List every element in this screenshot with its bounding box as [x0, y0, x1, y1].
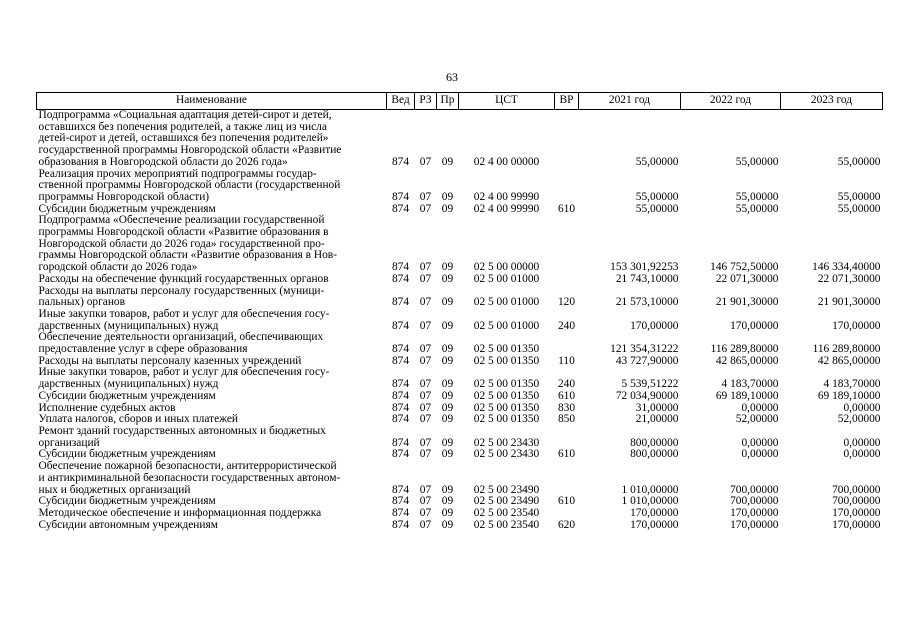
cell-vr: 610: [557, 495, 576, 508]
name-line: Иные закупки товаров, работ и услуг для обеспечения госу-: [38, 366, 330, 379]
header-pr: Пр: [437, 93, 459, 110]
cell-pr: 09: [441, 190, 454, 203]
page-number: 63: [446, 70, 458, 84]
cell-pr: 09: [441, 436, 454, 449]
cell-pr: 09: [441, 378, 454, 391]
name-line: Иные закупки товаров, работ и услуг для обеспечения госу-: [38, 307, 330, 320]
header-name: Наименование: [37, 93, 387, 110]
cell-2023: 21 901,30000: [817, 296, 881, 309]
cell-2021: 55,00000: [635, 155, 679, 168]
cell-ved: 874: [391, 518, 410, 531]
cell-name: [37, 169, 387, 204]
cell-cst: 02 5 00 01000: [473, 319, 540, 332]
header-2023: 2023 год: [781, 93, 883, 110]
cell-ved: 874: [391, 506, 410, 519]
cell-cst: 02 5 00 23490: [473, 483, 540, 496]
name-line: и антикриминальной безопасности государственных автоном-: [38, 471, 341, 484]
table-row: [37, 309, 883, 332]
cell-cst: 02 5 00 00000: [473, 261, 540, 274]
cell-rz: 07: [419, 354, 432, 367]
cell-pr: 09: [441, 202, 454, 215]
cell-2021: 72 034,90000: [615, 389, 679, 402]
cell-vr: 830: [557, 401, 576, 414]
name-line: Обеспечение деятельности организаций, обеспечивающих: [38, 331, 324, 344]
name-line: Субсидии бюджетным учреждениям: [38, 495, 216, 508]
cell-2022: 21 901,30000: [715, 296, 779, 309]
cell-ved: 874: [391, 436, 410, 449]
table-row: [37, 461, 883, 496]
cell-cst: 02 5 00 01350: [473, 354, 540, 367]
cell-rz: 07: [419, 518, 432, 531]
header-2022: 2022 год: [681, 93, 781, 110]
name-line: детей-сирот и детей, оставшихся без попечения родителей»: [38, 132, 329, 145]
cell-cst: 02 5 00 01000: [473, 272, 540, 285]
cell-2022: 52,00000: [735, 413, 779, 426]
name-line: Обеспечение пожарной безопасности, антитеррористической: [38, 460, 337, 473]
cell-vr: 850: [557, 413, 576, 426]
cell-2021: 1 010,00000: [621, 483, 679, 496]
table-body: [37, 110, 883, 532]
cell-2023: 170,00000: [832, 518, 881, 531]
cell-name: [37, 286, 387, 309]
cell-2021: 153 301,92253: [610, 261, 679, 274]
cell-2021: 43 727,90000: [615, 354, 679, 367]
cell-2021: 170,00000: [630, 319, 679, 332]
name-line: Субсидии бюджетным учреждениям: [38, 448, 216, 461]
cell-2022: 42 865,00000: [715, 354, 779, 367]
cell-ved: 874: [391, 495, 410, 508]
cell-rz: 07: [419, 506, 432, 519]
cell-vr: 610: [557, 202, 576, 215]
cell-pr: 09: [441, 319, 454, 332]
cell-2022: 116 289,80000: [710, 343, 779, 356]
cell-2021: 800,00000: [630, 448, 679, 461]
cell-2022: 146 752,50000: [710, 261, 779, 274]
cell-2023: 55,00000: [837, 155, 881, 168]
cell-name: [37, 391, 387, 403]
cell-2022: 55,00000: [735, 202, 779, 215]
name-line: ственной программы Новгородской области (государственной: [38, 179, 341, 192]
cell-vr: [555, 110, 579, 169]
cell-2023: 52,00000: [837, 413, 881, 426]
cell-2021: 800,00000: [630, 436, 679, 449]
cell-cst: 02 4 00 00000: [473, 155, 540, 168]
header-rz: РЗ: [415, 93, 437, 110]
name-line: городской области до 2026 года»: [38, 261, 198, 274]
cell-rz: 07: [419, 436, 432, 449]
cell-cst: 02 5 00 01350: [473, 401, 540, 414]
cell-cst: 02 5 00 23540: [473, 506, 540, 519]
cell-pr: 09: [441, 296, 454, 309]
cell-2022: 69 189,10000: [715, 389, 779, 402]
cell-ved: 874: [391, 354, 410, 367]
cell-vr: [555, 332, 579, 355]
name-line: Расходы на выплаты персоналу казенных учреждений: [38, 354, 302, 367]
cell-vr: [555, 426, 579, 449]
cell-ved: 874: [391, 343, 410, 356]
cell-pr: 09: [441, 495, 454, 508]
cell-2023: 0,00000: [843, 436, 881, 449]
cell-2021: 1 010,00000: [621, 495, 679, 508]
table-row: [37, 508, 883, 520]
cell-2022: 0,00000: [741, 448, 779, 461]
cell-2021: 121 354,31222: [610, 343, 679, 356]
cell-2023: 55,00000: [837, 202, 881, 215]
name-line: дарственных (муниципальных) нужд: [38, 319, 219, 332]
cell-rz: 07: [419, 413, 432, 426]
cell-2022: 170,00000: [730, 518, 779, 531]
cell-2021: 21 573,10000: [615, 296, 679, 309]
cell-ved: 874: [391, 319, 410, 332]
cell-name: [37, 215, 387, 274]
table-row: [37, 215, 883, 274]
table-row: [37, 367, 883, 390]
cell-vr: 240: [557, 378, 576, 391]
cell-name: [37, 367, 387, 390]
name-line: Подпрограмма «Социальная адаптация детей-сирот и детей,: [38, 109, 332, 121]
cell-2021: 170,00000: [630, 506, 679, 519]
name-line: государственной программы Новгородской области «Развитие: [38, 144, 342, 157]
name-line: программы Новгородской области «Развитие образования в: [38, 226, 329, 239]
cell-rz: 07: [419, 319, 432, 332]
cell-name: [37, 274, 387, 286]
cell-2023: 22 071,30000: [817, 272, 881, 285]
cell-2022: 700,00000: [730, 483, 779, 496]
cell-vr: [555, 274, 579, 286]
name-line: Подпрограмма «Обеспечение реализации государственной: [38, 214, 325, 227]
name-line: оставшихся без попечения родителей, а также лиц из числа: [38, 120, 327, 133]
cell-ved: 874: [391, 155, 410, 168]
name-line: Исполнение судебных актов: [38, 401, 176, 414]
cell-2023: 146 334,40000: [812, 261, 881, 274]
cell-2022: 170,00000: [730, 319, 779, 332]
cell-pr: 09: [441, 155, 454, 168]
cell-cst: 02 5 00 01350: [473, 343, 540, 356]
cell-2022: 0,00000: [741, 401, 779, 414]
cell-ved: 874: [391, 448, 410, 461]
cell-ved: 874: [391, 272, 410, 285]
table-row: [37, 520, 883, 532]
name-line: Методическое обеспечение и информационная поддержка: [38, 506, 322, 519]
cell-pr: 09: [441, 401, 454, 414]
cell-rz: 07: [419, 401, 432, 414]
cell-vr: 240: [557, 319, 576, 332]
cell-ved: 874: [391, 202, 410, 215]
cell-ved: 874: [391, 389, 410, 402]
cell-2023: 55,00000: [837, 190, 881, 203]
cell-pr: 09: [441, 448, 454, 461]
cell-vr: 610: [557, 389, 576, 402]
header-2021: 2021 год: [579, 93, 681, 110]
cell-vr: 110: [558, 354, 575, 367]
name-line: ных и бюджетных организаций: [38, 483, 191, 496]
name-line: граммы Новгородской области «Развитие образования в Нов-: [38, 249, 337, 262]
cell-2023: 116 289,80000: [812, 343, 881, 356]
table-row: [37, 391, 883, 403]
cell-rz: 07: [419, 296, 432, 309]
name-line: Новгородской области до 2026 года» государственной про-: [38, 237, 325, 250]
cell-pr: 09: [441, 506, 454, 519]
cell-vr: 620: [557, 518, 576, 531]
cell-2022: 170,00000: [730, 506, 779, 519]
cell-2022: 55,00000: [735, 190, 779, 203]
cell-pr: 09: [441, 261, 454, 274]
cell-vr: [555, 461, 579, 496]
cell-vr: [555, 508, 579, 520]
table-row: [37, 332, 883, 355]
cell-pr: 09: [441, 343, 454, 356]
cell-name: [37, 332, 387, 355]
cell-pr: 09: [441, 483, 454, 496]
cell-ved: 874: [391, 401, 410, 414]
cell-pr: 09: [441, 518, 454, 531]
cell-rz: 07: [419, 261, 432, 274]
cell-vr: 610: [557, 448, 576, 461]
cell-name: [37, 426, 387, 449]
cell-cst: 02 5 00 01350: [473, 389, 540, 402]
cell-rz: 07: [419, 155, 432, 168]
cell-2022: 55,00000: [735, 155, 779, 168]
cell-2023: 69 189,10000: [817, 389, 881, 402]
cell-cst: 02 5 00 01350: [473, 413, 540, 426]
cell-2021: 55,00000: [635, 190, 679, 203]
budget-table: [36, 92, 883, 531]
table-row: [37, 169, 883, 204]
cell-2022: 700,00000: [730, 495, 779, 508]
cell-ved: 874: [391, 261, 410, 274]
cell-rz: 07: [419, 448, 432, 461]
cell-name: [37, 110, 387, 169]
name-line: образования в Новгородской области до 2026 года»: [38, 155, 288, 168]
header-ved: Вед: [387, 93, 415, 110]
table-row: [37, 286, 883, 309]
name-line: Расходы на обеспечение функций государственных органов: [38, 272, 329, 285]
cell-cst: 02 5 00 01350: [473, 378, 540, 391]
cell-rz: 07: [419, 202, 432, 215]
cell-cst: 02 5 00 23430: [473, 448, 540, 461]
cell-2022: 22 071,30000: [715, 272, 779, 285]
cell-ved: 874: [391, 378, 410, 391]
cell-2023: 700,00000: [832, 495, 881, 508]
name-line: Реализация прочих мероприятий подпрограммы государ-: [38, 167, 317, 180]
cell-2023: 700,00000: [832, 483, 881, 496]
cell-2023: 0,00000: [843, 401, 881, 414]
cell-2022: 4 183,70000: [721, 378, 779, 391]
cell-2023: 42 865,00000: [817, 354, 881, 367]
table-row: [37, 110, 883, 169]
name-line: Ремонт зданий государственных автономных и бюджетных: [38, 424, 326, 437]
cell-cst: 02 4 00 99990: [473, 202, 540, 215]
cell-2021: 170,00000: [630, 518, 679, 531]
header-vr: ВР: [555, 93, 579, 110]
cell-2021: 21 743,10000: [615, 272, 679, 285]
cell-vr: [555, 169, 579, 204]
cell-cst: 02 5 00 23540: [473, 518, 540, 531]
cell-2022: 0,00000: [741, 436, 779, 449]
cell-rz: 07: [419, 495, 432, 508]
cell-2021: 55,00000: [635, 202, 679, 215]
name-line: предоставление услуг в сфере образования: [38, 343, 248, 356]
cell-2023: 4 183,70000: [823, 378, 881, 391]
cell-ved: 874: [391, 413, 410, 426]
cell-name: [37, 461, 387, 496]
cell-pr: 09: [441, 272, 454, 285]
cell-2021: 21,00000: [635, 413, 679, 426]
cell-2021: 31,00000: [635, 401, 679, 414]
name-line: дарственных (муниципальных) нужд: [38, 378, 219, 391]
header-cst: ЦСТ: [459, 93, 555, 110]
cell-ved: 874: [391, 483, 410, 496]
cell-cst: 02 4 00 99990: [473, 190, 540, 203]
table-header-row: [37, 93, 883, 110]
cell-2021: 5 539,51222: [621, 378, 679, 391]
name-line: организаций: [38, 436, 100, 449]
cell-rz: 07: [419, 343, 432, 356]
cell-pr: 09: [441, 389, 454, 402]
name-line: Субсидии бюджетным учреждениям: [38, 202, 216, 215]
name-line: Субсидии автономным учреждениям: [38, 518, 218, 531]
cell-ved: 874: [391, 190, 410, 203]
name-line: пальных) органов: [38, 296, 126, 309]
cell-vr: [555, 215, 579, 274]
cell-rz: 07: [419, 190, 432, 203]
cell-name: [37, 520, 387, 532]
cell-rz: 07: [419, 483, 432, 496]
name-line: Расходы на выплаты персоналу государственных (муници-: [38, 284, 325, 297]
cell-rz: 07: [419, 389, 432, 402]
cell-name: [37, 309, 387, 332]
cell-name: [37, 508, 387, 520]
cell-2023: 170,00000: [832, 506, 881, 519]
name-line: Субсидии бюджетным учреждениям: [38, 389, 216, 402]
cell-ved: 874: [391, 296, 410, 309]
name-line: программы Новгородской области): [38, 190, 210, 203]
cell-2023: 0,00000: [843, 448, 881, 461]
cell-cst: 02 5 00 23490: [473, 495, 540, 508]
cell-cst: 02 5 00 23430: [473, 436, 540, 449]
cell-pr: 09: [441, 354, 454, 367]
cell-pr: 09: [441, 413, 454, 426]
cell-cst: 02 5 00 01000: [473, 296, 540, 309]
cell-vr: 120: [557, 296, 576, 309]
cell-rz: 07: [419, 272, 432, 285]
name-line: Уплата налогов, сборов и иных платежей: [38, 413, 238, 426]
table-row: [37, 426, 883, 449]
table-row: [37, 274, 883, 286]
cell-rz: 07: [419, 378, 432, 391]
cell-2023: 170,00000: [832, 319, 881, 332]
